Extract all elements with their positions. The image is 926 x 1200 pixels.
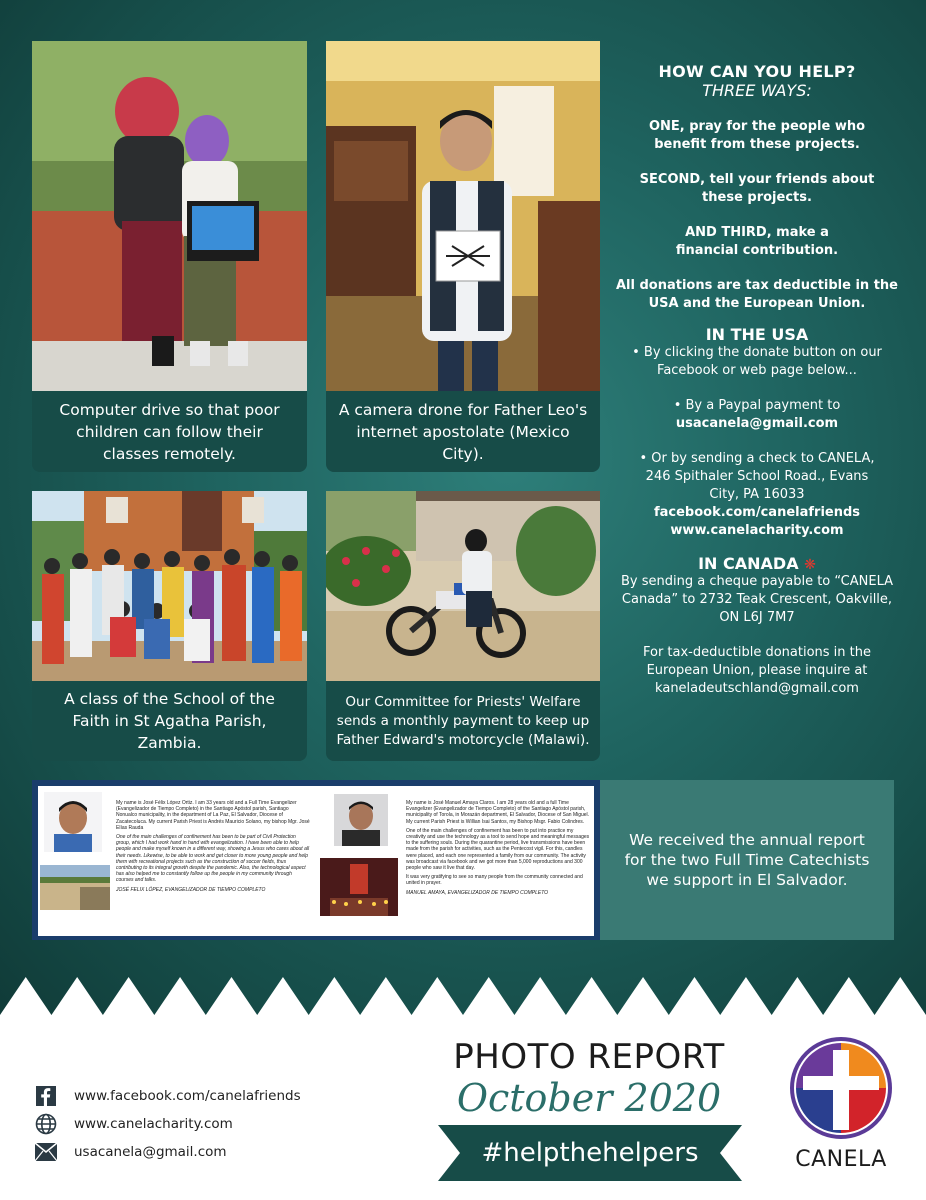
maple-leaf-icon: ❋ xyxy=(804,557,816,573)
photo-school-class xyxy=(32,491,307,681)
report-right-body: One of the main challenges of confinement has been to put into practice my creativity and use the technology as a tool to send hope and meaningful messages to the suffering souls. During the quarantine period, live transmissions have been made from the parish for activities, such as the Pentecost vigil. For this, candles were placed, and each one represented a family from our community. The activity was broadcast via facebook and we got more than 5,000 reproductions and 300 people who saw it live that day. xyxy=(406,827,590,872)
email-link[interactable]: usacanela@gmail.com xyxy=(74,1144,227,1160)
facebook-link[interactable]: www.facebook.com/canelafriends xyxy=(74,1088,301,1104)
report-left-body: One of the main challenges of confinement has been to be part of Civil Protection group, which I had work hand in hand with evangelization. I have been able to help people and make myself known in a different way, showing a Jesus who cares about all their needs. Likewise, to be able to work and get closer to more young people and help them with recreational projects such as the construction of soccer fields, thus contributing to its integral growth despite the pandemic. Also, the technological aspect has also helped me to constantly follow up the people in my community through courses and talks. xyxy=(116,834,310,884)
report-month: October 2020 xyxy=(456,1076,722,1120)
canada-heading xyxy=(612,554,902,573)
footer-title-block xyxy=(430,1038,748,1120)
help-way-two: SECOND, tell your friends about these projects. xyxy=(639,172,875,205)
usa-paypal-email[interactable]: usacanela@gmail.com xyxy=(675,416,839,431)
usa-heading: IN THE USA xyxy=(705,325,809,344)
report-right-intro: My name is José Manuel Amaya Claros. I am 28 years old and a full Time Evangelizer (Evangelizador de Tiempo Completo) of the Santiago Apóstol parish, municipality of Torola, in Morazán department, El Salvador, Diocese of San Miguel. My current Parish Priest is Willian Isai Santos, my Bishop Msgr. Fabio Colindres. xyxy=(406,800,590,825)
how-to-help xyxy=(612,62,902,698)
photo-drone-gift xyxy=(326,41,600,391)
report-left-text xyxy=(116,800,310,896)
report-caption: We received the annual report for the two Full Time Catechists we support in El Salvador. xyxy=(600,780,894,940)
card-caption: Computer drive so that poor children can follow their classes remotely. xyxy=(59,400,280,463)
photo-computer-children xyxy=(32,41,307,391)
usa-paypal-text: • By a Paypal payment to xyxy=(673,398,841,413)
contact-list xyxy=(34,1082,301,1166)
facebook-icon xyxy=(34,1085,58,1107)
photo-card-computer xyxy=(32,41,307,472)
envelope-icon xyxy=(34,1141,58,1163)
logo-text: CANELA xyxy=(795,1147,887,1172)
help-subheading: THREE WAYS: xyxy=(702,81,812,100)
help-tax-note: All donations are tax deductible in the USA and the European Union. xyxy=(616,278,898,311)
eu-text: For tax-deductible donations in the European Union, please inquire at kaneladeutschland@gmail.com xyxy=(642,645,872,696)
card-caption: A class of the School of the Faith in St Agatha Parish, Zambia. xyxy=(64,690,275,752)
canada-heading-label: IN CANADA xyxy=(698,554,799,573)
usa-facebook-link[interactable]: facebook.com/canelafriends xyxy=(653,505,861,520)
help-way-three: AND THIRD, make a financial contribution. xyxy=(675,225,839,258)
report-page-right xyxy=(316,780,600,940)
help-heading: HOW CAN YOU HELP? xyxy=(658,62,856,81)
card-caption: A camera drone for Father Leo's internet apostolate (Mexico City). xyxy=(338,400,588,463)
report-right-sign: MANUEL AMAYA, EVANGELIZADOR DE TIEMPO COMPLETO xyxy=(406,889,549,896)
report-left-intro: My name is José Félix López Ortiz. I am 33 years old and a Full Time Evangelizer (Evangelizador de Tiempo Completo) in the Santiago Apóstol parish, Santiago Nonualco municipality, in the department of La Paz, El Salvador, Diocese of Zacatecoluca. My current Parish Priest is Andrés Mauricio Solano, my bishop Mgr. José Elías Rauda xyxy=(116,800,310,831)
portrait-manuel xyxy=(334,794,388,846)
photo-church-vigil xyxy=(320,858,398,916)
canada-text: By sending a cheque payable to “CANELA Canada” to 2732 Teak Crescent, Oakville, ON L6J 7M7 xyxy=(620,574,894,625)
help-way-one: ONE, pray for the people who benefit from these projects. xyxy=(648,119,866,152)
canela-logo xyxy=(786,1036,896,1176)
photo-card-motorcycle xyxy=(326,491,600,761)
usa-donate-text: • By clicking the donate button on our Facebook or web page below... xyxy=(632,345,882,378)
contact-facebook[interactable] xyxy=(34,1082,301,1110)
photo-card-drone xyxy=(326,41,600,472)
canela-cross-icon xyxy=(789,1036,893,1140)
globe-icon xyxy=(34,1113,58,1135)
photo-card-school xyxy=(32,491,307,761)
usa-check-text: • Or by sending a check to CANELA, 246 Spithaler School Road., Evans City, PA 16033 xyxy=(639,451,875,502)
report-left-sign: JOSÉ FELIX LÓPEZ, EVANGELIZADOR DE TIEMPO COMPLETO xyxy=(116,886,266,893)
hashtag-text: #helpthehelpers xyxy=(481,1138,699,1168)
usa-web-link[interactable]: www.canelacharity.com xyxy=(670,523,844,538)
website-link[interactable]: www.canelacharity.com xyxy=(74,1116,233,1132)
report-right-body2: It was very gratifying to see so many people from the community connected and united in prayer. xyxy=(406,874,583,887)
card-caption: Our Committee for Priests' Welfare sends a monthly payment to keep up Father Edward's motorcycle (Malawi). xyxy=(336,693,590,748)
hashtag-banner xyxy=(438,1125,742,1181)
portrait-felix xyxy=(44,792,102,852)
report-right-text xyxy=(406,800,592,899)
contact-web[interactable] xyxy=(34,1110,301,1138)
report-page-left xyxy=(32,780,316,940)
contact-email[interactable] xyxy=(34,1138,301,1166)
photo-motorcycle xyxy=(326,491,600,681)
photo-report-title: PHOTO REPORT xyxy=(453,1037,725,1077)
annual-report-strip xyxy=(32,780,894,940)
zigzag-divider xyxy=(0,975,926,1020)
photo-soccer-field xyxy=(40,865,110,910)
